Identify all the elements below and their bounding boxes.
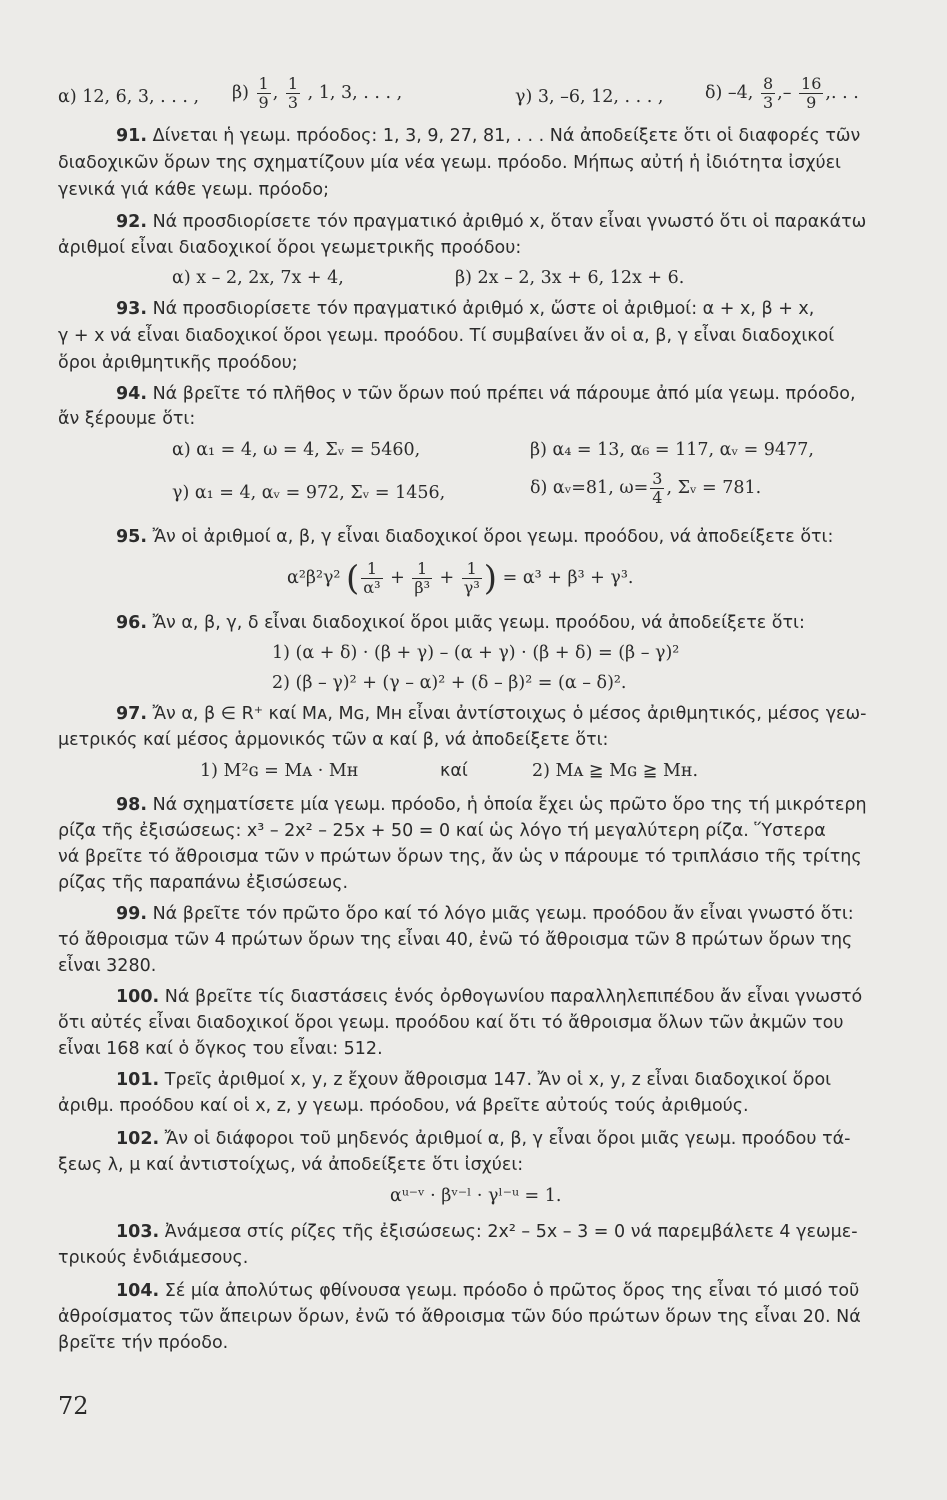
text: Νά σχηματίσετε μία γεωμ. πρόοδο, ἡ ὁποία ἔχει ὡς πρῶτο ὅρο της τή μικρότερη [152, 795, 867, 815]
problem-number: 98. [116, 795, 148, 815]
problem-94-item-c: γ) α₁ = 4, αᵥ = 972, Σᵥ = 1456, [172, 483, 446, 503]
text: Νά προσδιορίσετε τόν πραγματικό ἀριθμό x, ὅταν εἶναι γνωστό ὅτι οἱ παρακάτω [152, 212, 867, 232]
problem-94-item-b: β) α₄ = 13, α₆ = 117, αᵥ = 9477, [530, 440, 814, 460]
problem-99-line-3: εἶναι 3280. [58, 956, 157, 976]
problem-98-line-2: ρίζα τῆς ἐξισώσεως: x³ – 2x² – 25x + 50 = 0 καί ὡς λόγο τή μεγαλύτερη ρίζα. Ὕστερα [58, 821, 826, 841]
sequence-d-label: δ) –4, [705, 83, 754, 103]
text: α²β²γ² [287, 568, 341, 588]
problem-102-line-2: ξεως λ, μ καί ἀντιστοίχως, νά ἀποδείξετε ὅτι ἰσχύει: [58, 1155, 524, 1175]
problem-94-line-2: ἄν ξέρουμε ὅτι: [58, 409, 196, 429]
problem-number: 91. [116, 126, 148, 146]
problem-96-eq-2: 2) (β – γ)² + (γ – α)² + (δ – β)² = (α – δ)². [272, 673, 627, 693]
problem-99-line-2: τό ἄθροισμα τῶν 4 πρώτων ὅρων της εἶναι 40, ἐνῶ τό ἄθροισμα τῶν 8 πρώτων ὅρων της [58, 930, 853, 950]
problem-number: 96. [116, 613, 148, 633]
problem-98-line-1 [116, 794, 867, 816]
problem-101-line-2: ἀριθμ. προόδου καί οἱ x, z, y γεωμ. πρόοδου, νά βρεῖτε αὐτούς τούς ἀριθμούς. [58, 1096, 749, 1116]
text: Δίνεται ἡ γεωμ. πρόοδος: 1, 3, 9, 27, 81, . . . Νά ἀποδείξετε ὅτι οἱ διαφορές τῶν [152, 126, 861, 146]
text: Ἄν οἱ ἀριθμοί α, β, γ εἶναι διαδοχικοί ὅροι γεωμ. προόδου, νά ἀποδείξετε ὅτι: [152, 527, 834, 547]
problem-95-line-1 [116, 526, 833, 548]
problem-94-item-d [530, 470, 761, 507]
text: Νά βρεῖτε τό πλῆθος ν τῶν ὅρων πού πρέπει νά πάρουμε ἀπό μία γεωμ. πρόοδο, [152, 384, 856, 404]
sequence-d-rest: ,. . . [825, 83, 859, 103]
text: Ἄν οἱ διάφοροι τοῦ μηδενός ἀριθμοί α, β, γ εἶναι ὅροι μιᾶς γεωμ. προόδου τά- [164, 1129, 851, 1149]
text: Νά βρεῖτε τόν πρῶτο ὅρο καί τό λόγο μιᾶς γεωμ. προόδου ἄν εἶναι γνωστό ὅτι: [152, 904, 854, 924]
problem-101-line-1 [116, 1069, 831, 1091]
problem-number: 95. [116, 527, 148, 547]
problem-93-line-1 [116, 298, 814, 320]
problem-99-line-1 [116, 903, 854, 925]
fraction: $\frac{1}{\text{γ³}}$ [463, 559, 480, 597]
problem-92-item-a: α) x – 2, 2x, 7x + 4, [172, 268, 344, 288]
problem-93-line-3: ὅροι ἀριθμητικῆς προόδου; [58, 353, 298, 373]
problem-98-line-3: νά βρεῖτε τό ἄθροισμα τῶν ν πρώτων ὅρων της, ἄν ὡς ν πάρουμε τό τριπλάσιο τῆς τρίτης [58, 847, 862, 867]
sequence-b-label: β) [232, 83, 249, 103]
problem-94-line-1 [116, 383, 856, 405]
problem-98-line-4: ρίζας τῆς παραπάνω ἐξισώσεως. [58, 873, 349, 893]
problem-number: 100. [116, 987, 160, 1007]
text: , Σᵥ = 781. [666, 478, 762, 498]
sequence-b: β) $\frac{1}{9}$ , $\frac{1}{3}$ , 1, 3, . . . , [232, 74, 403, 112]
sequence-b-rest: , 1, 3, . . . , [307, 83, 403, 103]
problem-number: 102. [116, 1129, 160, 1149]
problem-93-line-2: γ + x νά εἶναι διαδοχικοί ὅροι γεωμ. προόδου. Τί συμβαίνει ἄν οἱ α, β, γ εἶναι διαδοχικοί [58, 326, 835, 346]
fraction: $\frac{1}{\text{β³}}$ [414, 559, 430, 597]
problem-104-line-2: ἀθροίσματος τῶν ἄπειρων ὅρων, ἐνῶ τό ἄθροισμα τῶν δύο πρώτων ὅρων της εἶναι 20. Νά [58, 1307, 861, 1327]
fraction: $\frac{1}{9}$ [258, 74, 269, 112]
problem-103-line-2: τρικούς ἐνδιάμεσους. [58, 1248, 249, 1268]
problem-97-line-1 [116, 703, 866, 725]
problem-91-line-3: γενικά γιά κάθε γεωμ. πρόοδο; [58, 180, 329, 200]
problem-102-line-1 [116, 1128, 850, 1150]
problem-94-item-a: α) α₁ = 4, ω = 4, Σᵥ = 5460, [172, 440, 421, 460]
text: δ) αᵥ=81, ω= [530, 478, 649, 498]
sequence-a: α) 12, 6, 3, . . . , [58, 87, 200, 107]
text: Νά βρεῖτε τίς διαστάσεις ἑνός ὀρθογωνίου παραλληλεπιπέδου ἄν εἶναι γνωστό [164, 987, 863, 1007]
fraction: $\frac{8}{3}$ [762, 74, 774, 112]
problem-92-line-1 [116, 211, 866, 233]
problem-100-line-1 [116, 986, 862, 1008]
problem-number: 94. [116, 384, 148, 404]
problem-number: 104. [116, 1281, 160, 1301]
problem-104-line-1 [116, 1280, 859, 1302]
problem-number: 103. [116, 1222, 160, 1242]
problem-number: 101. [116, 1070, 160, 1090]
problem-97-eq-2: 2) Mᴀ ≧ Mɢ ≧ Mʜ. [532, 761, 699, 781]
problem-97-eq-1: 1) M²ɢ = Mᴀ · Mʜ [200, 761, 359, 781]
problem-92-item-b: β) 2x – 2, 3x + 6, 12x + 6. [455, 268, 685, 288]
problem-number: 92. [116, 212, 148, 232]
text: Ἀνάμεσα στίς ρίζες τῆς ἐξισώσεως: 2x² – 5x – 3 = 0 νά παρεμβάλετε 4 γεωμε- [164, 1222, 858, 1242]
sequence-d: δ) –4, $\frac{8}{3}$ ,– $\frac{16}{9}$ ,. . . [705, 74, 859, 112]
problem-96-line-1 [116, 612, 805, 634]
fraction: $\frac{16}{9}$ [801, 74, 822, 112]
problem-103-line-1 [116, 1221, 858, 1243]
problem-97-line-2: μετρικός καί μέσος ἁρμονικός τῶν α καί β, νά ἀποδείξετε ὅτι: [58, 730, 609, 750]
fraction: $\frac{1}{\text{α³}}$ [363, 559, 381, 597]
problem-104-line-3: βρεῖτε τήν πρόοδο. [58, 1333, 229, 1353]
problem-97-and: καί [440, 761, 468, 781]
problem-102-eq: αᵘ⁻ᵛ · βᵛ⁻ˡ · γˡ⁻ᵘ = 1. [390, 1186, 562, 1206]
text: Ἄν α, β ∈ R⁺ καί Mᴀ, Mɢ, Mʜ εἶναι ἀντίστοιχως ὁ μέσος ἀριθμητικός, μέσος γεω- [152, 704, 867, 724]
fraction: $\frac{3}{4}$ [652, 469, 663, 507]
problem-96-eq-1: 1) (α + δ) · (β + γ) – (α + γ) · (β + δ) = (β – γ)² [272, 643, 680, 663]
problem-100-line-3: εἶναι 168 καί ὁ ὄγκος του εἶναι: 512. [58, 1039, 383, 1059]
problem-92-line-2: ἀριθμοί εἶναι διαδοχικοί ὅροι γεωμετρικῆς προόδου: [58, 238, 522, 258]
text: Νά προσδιορίσετε τόν πραγματικό ἀριθμό x, ὥστε οἱ ἀριθμοί: α + x, β + x, [152, 299, 815, 319]
problem-100-line-2: ὅτι αὐτές εἶναι διαδοχικοί ὅροι γεωμ. προόδου καί ὅτι τό ἄθροισμα ὅλων τῶν ἀκμῶν του [58, 1013, 844, 1033]
problem-91-line-1 [116, 125, 920, 147]
problem-95-formula: α²β²γ² ( $\frac{1}{\text{α³}}$ + $\frac{1}{\text{β³}}$ + $\frac{1}{\text{γ³}}$ ) = α³ + β³ + γ³. [287, 558, 634, 599]
problem-number: 93. [116, 299, 148, 319]
problem-91-line-2: διαδοχικῶν ὅρων της σχηματίζουν μία νέα γεωμ. πρόοδο. Μήπως αὐτή ἡ ἰδιότητα ἰσχύει [58, 153, 841, 173]
sequence-c: γ) 3, –6, 12, . . . , [515, 87, 664, 107]
text: Σέ μία ἀπολύτως φθίνουσα γεωμ. πρόοδο ὁ πρῶτος ὅρος της εἶναι τό μισό τοῦ [164, 1281, 860, 1301]
text: Ἄν α, β, γ, δ εἶναι διαδοχικοί ὅροι μιᾶς γεωμ. προόδου, νά ἀποδείξετε ὅτι: [152, 613, 805, 633]
page-number: 72 [58, 1392, 89, 1420]
problem-number: 99. [116, 904, 148, 924]
fraction: $\frac{1}{3}$ [287, 74, 299, 112]
text: Τρεῖς ἀριθμοί x, y, z ἔχουν ἄθροισμα 147. Ἄν οἱ x, y, z εἶναι διαδοχικοί ὅροι [164, 1070, 832, 1090]
problem-number: 97. [116, 704, 148, 724]
text: = α³ + β³ + γ³. [502, 568, 634, 588]
